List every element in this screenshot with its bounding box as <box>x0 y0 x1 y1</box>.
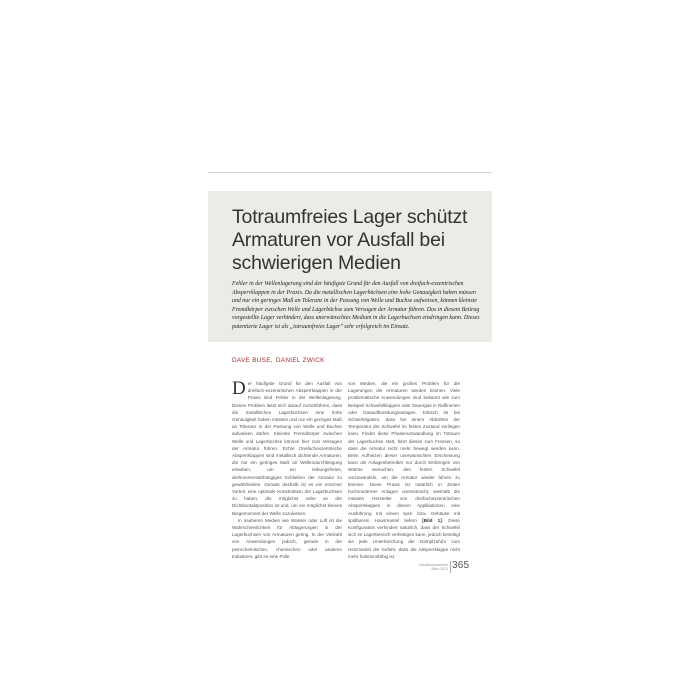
paragraph-text: er häufigste Grund für den Ausfall von dreifach-exzentrischen Absperrklappen in der Praxis sind Fehler in der Wellenlagerung. Dieses Problem lässt sich darauf zurückführen, dass die metallischen Lagerbüchsen eine hohe Genauigkeit haben müssen und nur ein geringes Maß an Toleranz in der Passung von Welle und Buchse aufweisen dürfen. Kleinste Fremdkörper zwischen Welle und Lagerbüchse können hier zum Versagen der Armatur führen. Echte Dreifachexzentrische Absperrklappen sind metallisch dichtende Armaturen, die nur ein geringes Maß an Wellendurchbiegung erlauben, um ein reibungsfreies, drehmomentabhängiges Schließen der Armatur zu gewährleisten. Gerade deshalb ist es ein enormer Vorteil, eine optimale Konstruktion der Lagerbuchsen zu haben, die möglichst nahe an der Dichtkontaktposition ist und, um ein möglichst kleines Biegemoment der Welle zuzulassen. <box>232 381 342 516</box>
figure-reference: [Bild 1] <box>422 517 442 523</box>
author-2: DANIEL ZWICK <box>275 357 325 364</box>
footer-divider <box>450 561 451 573</box>
journal-issue: März 2013 <box>431 567 448 572</box>
body-column-2 <box>348 380 460 560</box>
page-number: 365 <box>452 560 470 571</box>
paragraph <box>348 380 460 560</box>
article-authors <box>232 357 328 364</box>
paragraph: In sauberen Medien wie Wasser oder Luft ist die Wahrscheinlichkeit für Ablagerungen in der Lagerbuchsen von Armaturen gering. In der Vielzahl von Anwendungen jedoch, gerade in der petrochemischen, chemischen oder anderen Industrien, gibt es eine Fülle <box>232 517 342 559</box>
top-divider <box>208 172 492 173</box>
paragraph <box>232 380 342 517</box>
paragraph-text: . Diese Konfiguration verhindert natürlich, dass der Schwefel sich im Lagerbereich verfestigen kann, jedoch beseitigt sie jede Unterbrechung der Dampfzufuhr zum Heizmantel die Gefahr, dass die Absperrklappe nicht mehr funktionsfähig ist. <box>348 517 460 559</box>
article-headline: Totraumfreies Lager schützt Armaturen vor Ausfall bei schwierigen Medien <box>232 206 468 274</box>
drop-cap: D <box>232 378 246 399</box>
journal-name: Industriearmaturen <box>418 563 448 567</box>
paragraph-text: von Medien, die ein großes Problem für die Lagerungen der Armaturen werden können. Viele problematische Anwendungen sind bekannt wie zum Beispiel Schwefelklappen oder Sauergas in Raffinerien oder Gasaufbereitungsanlagen. Kritisch ist bei Schwefelgasen, dass bei einem Abkühlen der Temperatur der Schwefel im festen Zustand vorliegen kann. Findet diese Phasenumwandlung im Totraum der Lagerbuchse statt, führt dieses zum Fressen, so dass die Armatur nicht mehr bewegt werden kann. Beim Aufheizen dieser unerwünschten Erscheinung kann die Anlagenbetreiber nur durch Einbringen von Wärme versuchen, den festen Schwefel umzuwandeln, um die Armatur wieder fahren zu können. Diese Praxis ist natürlich in Zeiten hochmoderner Anlagen unerwünscht, weshalb die meisten Hersteller von dreifachexzentrischen Absperrklappen in diesen Applikationen eine Ausführung mit einem spül- bzw. Gehäuse mit spülbarem Hausmantel liefern <box>348 381 460 523</box>
article-lead: Fehler in der Wellenlagerung sind der häufigste Grund für den Ausfall von dreifach-exzentrischen Absperrklappen in der Praxis. Da die metallischen Lagerbüchsen eine hohe Genauigkeit haben müssen und nur ein geringes Maß an Toleranz in der Passung von Welle und Buchse aufweisen, können kleinste Fremdkörper zwischen Welle und Lagerbüchse zum Versagen der Armatur führen. Das in diesem Beitrag vorgestellte Lager verhindert, dass unerwünschtes Medium in die Lagerbuchsen eindringen kann. Dieses patentierte Lager ist als „totraumfreies Lager" sehr erfolgreich im Einsatz. <box>232 281 480 330</box>
body-column-1 <box>232 380 342 560</box>
journal-info <box>416 563 448 572</box>
author-1: DAVE BUSE, <box>232 357 273 364</box>
